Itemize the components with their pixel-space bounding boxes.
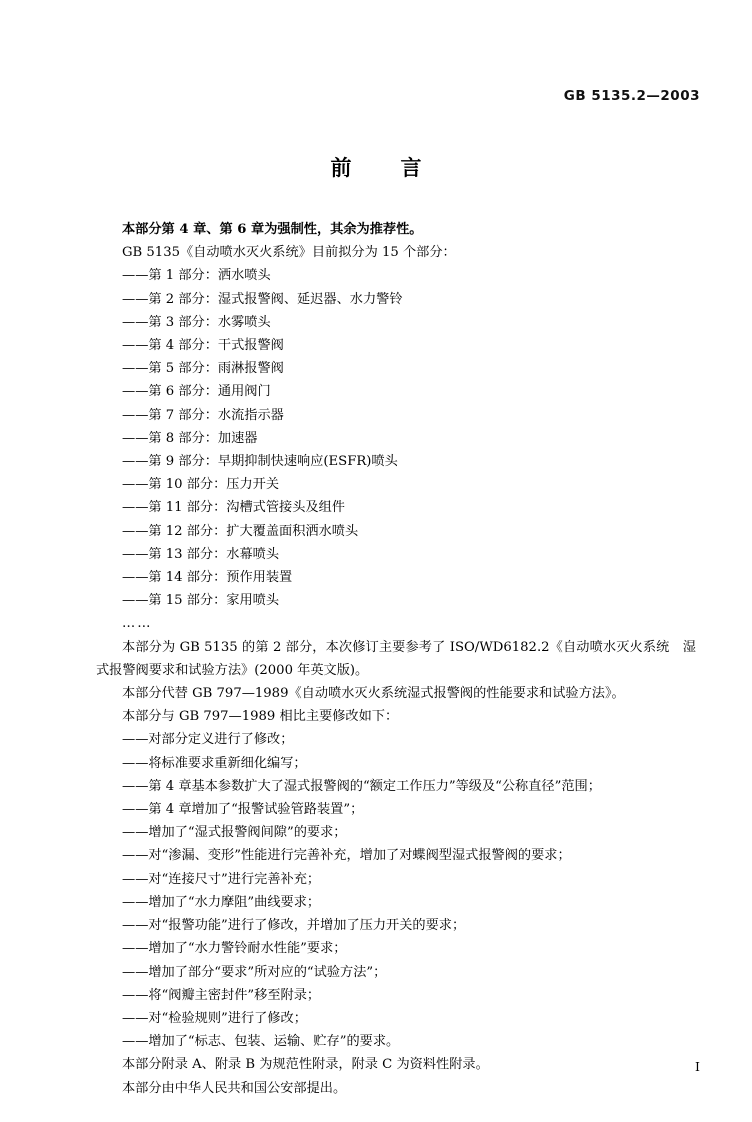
part-item: ——第 13 部分：水幕喷头 <box>122 546 280 562</box>
change-item: ——对部分定义进行了修改； <box>122 732 294 748</box>
foreword-paragraph: 本部分与 GB 797—1989 相比主要修改如下： <box>122 709 399 725</box>
part-item: ——第 1 部分：洒水喷头 <box>122 268 271 284</box>
change-item: ——第 4 章基本参数扩大了湿式报警阀的“额定工作压力”等级及“公称直径”范围； <box>122 778 601 794</box>
change-item: ——对“检验规则”进行了修改； <box>122 1010 307 1026</box>
series-intro: GB 5135《自动喷水灭火系统》目前拟分为 15 个部分： <box>122 245 456 261</box>
part-item: ——第 2 部分：湿式报警阀、延迟器、水力警铃 <box>122 291 403 307</box>
foreword-paragraph: 本部分代替 GB 797—1989《自动喷水灭火系统湿式报警阀的性能要求和试验方法》。 <box>122 686 625 702</box>
change-item: ——增加了“水力警铃耐水性能”要求； <box>122 941 347 957</box>
part-item: ——第 8 部分：加速器 <box>122 430 258 446</box>
part-item: ——第 3 部分：水雾喷头 <box>122 314 271 330</box>
change-item: ——增加了“湿式报警阀间隙”的要求； <box>122 825 347 841</box>
change-item: ——对“报警功能”进行了修改，并增加了压力开关的要求； <box>122 918 466 934</box>
foreword-paragraph: 本部分为 GB 5135 的第 2 部分，本次修订主要参考了 ISO/WD6182.2《自动喷水灭火系统 湿式报警阀要求和试验方法》(2000 年英文版)。 <box>96 639 696 678</box>
part-item: ——第 4 部分：干式报警阀 <box>122 338 284 354</box>
page-number: I <box>695 1059 700 1074</box>
part-item: ——第 12 部分：扩大覆盖面积洒水喷头 <box>122 523 359 539</box>
ellipsis-marker: …… <box>122 616 153 632</box>
foreword-body <box>96 218 696 1100</box>
change-item: ——第 4 章增加了“报警试验管路装置”； <box>122 802 364 818</box>
part-item: ——第 14 部分：预作用装置 <box>122 570 293 586</box>
part-item: ——第 9 部分：早期抑制快速响应(ESFR)喷头 <box>122 454 398 470</box>
page-title: 前 言 <box>330 156 436 180</box>
change-item: ——将“阀瓣主密封件”移至附录； <box>122 987 321 1003</box>
part-item: ——第 5 部分：雨淋报警阀 <box>122 361 284 377</box>
change-item: ——对“连接尺寸”进行完善补充； <box>122 871 321 887</box>
part-item: ——第 7 部分：水流指示器 <box>122 407 284 423</box>
mandatory-note: 本部分第 4 章、第 6 章为强制性，其余为推荐性。 <box>122 222 423 237</box>
part-item: ——第 15 部分：家用喷头 <box>122 593 280 609</box>
part-item: ——第 11 部分：沟槽式管接头及组件 <box>122 500 345 516</box>
change-item: ——增加了“标志、包装、运输、贮存”的要求。 <box>122 1034 400 1050</box>
change-item: ——将标准要求重新细化编写； <box>122 755 307 771</box>
part-item: ——第 10 部分：压力开关 <box>122 477 280 493</box>
change-item: ——增加了“水力摩阻”曲线要求； <box>122 894 321 910</box>
part-item: ——第 6 部分：通用阀门 <box>122 384 271 400</box>
foreword-paragraph: 本部分由中华人民共和国公安部提出。 <box>122 1080 347 1096</box>
change-item: ——对“渗漏、变形”性能进行完善补充，增加了对蝶阀型湿式报警阀的要求； <box>122 848 571 864</box>
foreword-paragraph: 本部分附录 A、附录 B 为规范性附录，附录 C 为资料性附录。 <box>122 1057 489 1073</box>
standard-code-header: GB 5135.2—2003 <box>563 88 700 104</box>
change-item: ——增加了部分“要求”所对应的“试验方法”； <box>122 964 387 980</box>
